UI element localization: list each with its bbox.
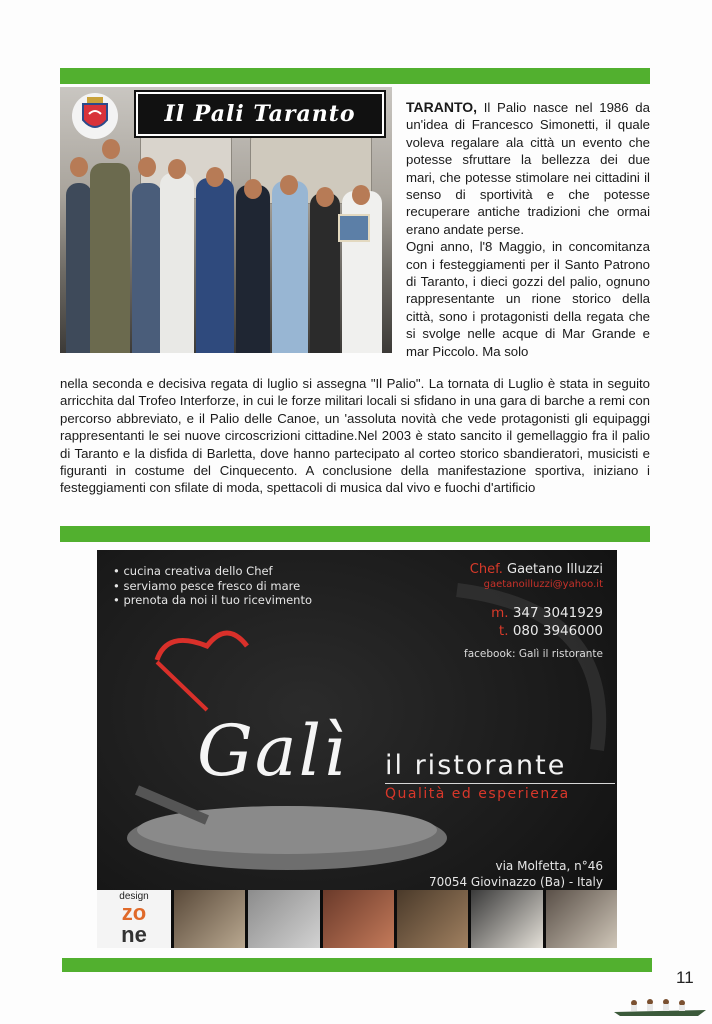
photo-person-head xyxy=(102,139,120,159)
ad-tagline: Qualità ed esperienza xyxy=(385,786,570,802)
photo-person xyxy=(310,193,340,353)
photo-person-head xyxy=(138,157,156,177)
photo-person xyxy=(272,181,308,353)
address-line: 70054 Giovinazzo (Ba) - Italy xyxy=(428,875,603,889)
palio-banner xyxy=(136,92,384,136)
chef-email[interactable]: gaetanoilluzzi@yahoo.it xyxy=(483,579,603,590)
city-crest-icon xyxy=(72,93,118,139)
photo-person-head xyxy=(280,175,298,195)
photo-person xyxy=(66,183,92,353)
photo-person xyxy=(90,163,130,353)
article-lead: TARANTO, xyxy=(406,99,478,115)
restaurant-thumb xyxy=(174,890,245,948)
crest-shield-icon xyxy=(78,96,112,136)
ad-divider xyxy=(385,783,615,784)
ad-bullet: • cucina creativa dello Chef xyxy=(113,564,312,579)
mobile-label: m. xyxy=(491,605,509,621)
phone-number: 080 3946000 xyxy=(512,623,603,639)
page-number: 11 xyxy=(676,968,694,987)
chef-label: Chef. xyxy=(469,562,503,577)
restaurant-thumb xyxy=(397,890,468,948)
restaurant-thumb xyxy=(546,890,617,948)
photo-person-head xyxy=(316,187,334,207)
rowing-boat-icon xyxy=(612,994,708,1018)
photo-person-head xyxy=(70,157,88,177)
article-intro: Il Palio nasce nel 1986 da un'idea di Francesco Simonetti, il quale voleva regalare ala città un evento che potesse sfruttare la bellezza dei due mari, che potesse stimolare nei cittadini il senso di sportività e che potesse recuperare antiche tradizioni che ormai erano andate perse. xyxy=(406,100,650,237)
ad-bullet: • serviamo pesce fresco di mare xyxy=(113,579,312,594)
chef-line xyxy=(464,562,603,577)
mobile-number: 347 3041929 xyxy=(512,605,603,621)
article-right-rest: Ogni anno, l'8 Maggio, in concomitanza con i festeggiamenti per il Santo Patrono di Taranto, i dieci gozzi del palio, ognuno rappresentante un rione storico della città, sono i protagonisti della regata che si svolge nelle acque di Mar Grande e mar Piccolo. Ma solo xyxy=(406,239,650,359)
ad-bullet: • prenota da noi il tuo ricevimento xyxy=(113,593,312,608)
restaurant-thumb xyxy=(471,890,542,948)
design-zone-text: ne xyxy=(121,922,147,947)
phone-numbers xyxy=(464,604,603,640)
article-full-width: nella seconda e decisiva regata di luglio si assegna "Il Palio". La tornata di Luglio è stata in seguito arricchita dal Trofeo Interforze, in cui le forze militari locali si sfidano in una gara di barche a remi con percorso abbreviato, e il Palio delle Canoe, un 'assoluta novità che vede protagonisti gli equipaggi rappresentanti le sei nuove circoscrizioni cittadine.Nel 2003 è stato sancito il gemellaggio fra il palio di Taranto e la disfida di Barletta, dove hanno partecipato al corteo storico sbandieratori, musicisti e figuranti in costume del Cinquecento. A conclusione della manifestazione sportiva, iniziano i festeggiamenti con sfilate di moda, spettacoli di musica dal vivo e fuochi d'artificio xyxy=(60,376,650,496)
bottom-green-bar xyxy=(62,958,652,972)
palio-banner-text: Il Pali Taranto xyxy=(164,101,356,127)
restaurant-thumb xyxy=(248,890,319,948)
photo-person-head xyxy=(244,179,262,199)
photo-person xyxy=(236,185,270,353)
article-right-column xyxy=(406,99,650,360)
event-photo xyxy=(60,87,392,353)
address-line: via Molfetta, n°46 xyxy=(495,859,603,873)
phone-label: t. xyxy=(498,623,509,639)
design-zone-text: zo xyxy=(121,900,147,925)
photo-strip xyxy=(97,890,617,948)
design-zone-logo xyxy=(97,890,171,948)
photo-person-head xyxy=(352,185,370,205)
photo-person-head xyxy=(168,159,186,179)
restaurant-thumb xyxy=(323,890,394,948)
gali-logo: Galì xyxy=(197,710,348,792)
chef-name: Gaetano Illuzzi xyxy=(507,562,603,577)
top-green-bar xyxy=(60,68,650,84)
photo-person xyxy=(196,178,234,353)
ad-bullet-list xyxy=(113,564,312,608)
design-zone-text: design xyxy=(119,891,149,902)
photo-person-head xyxy=(206,167,224,187)
restaurant-address xyxy=(429,858,603,890)
middle-green-bar xyxy=(60,526,650,542)
restaurant-ad xyxy=(97,550,617,948)
chef-contact xyxy=(464,562,603,660)
ristorante-title: il ristorante xyxy=(385,750,567,781)
award-plaque xyxy=(338,214,370,242)
photo-person xyxy=(160,173,194,353)
photo-person xyxy=(132,183,162,353)
facebook-handle: facebook: Galì il ristorante xyxy=(464,648,603,660)
